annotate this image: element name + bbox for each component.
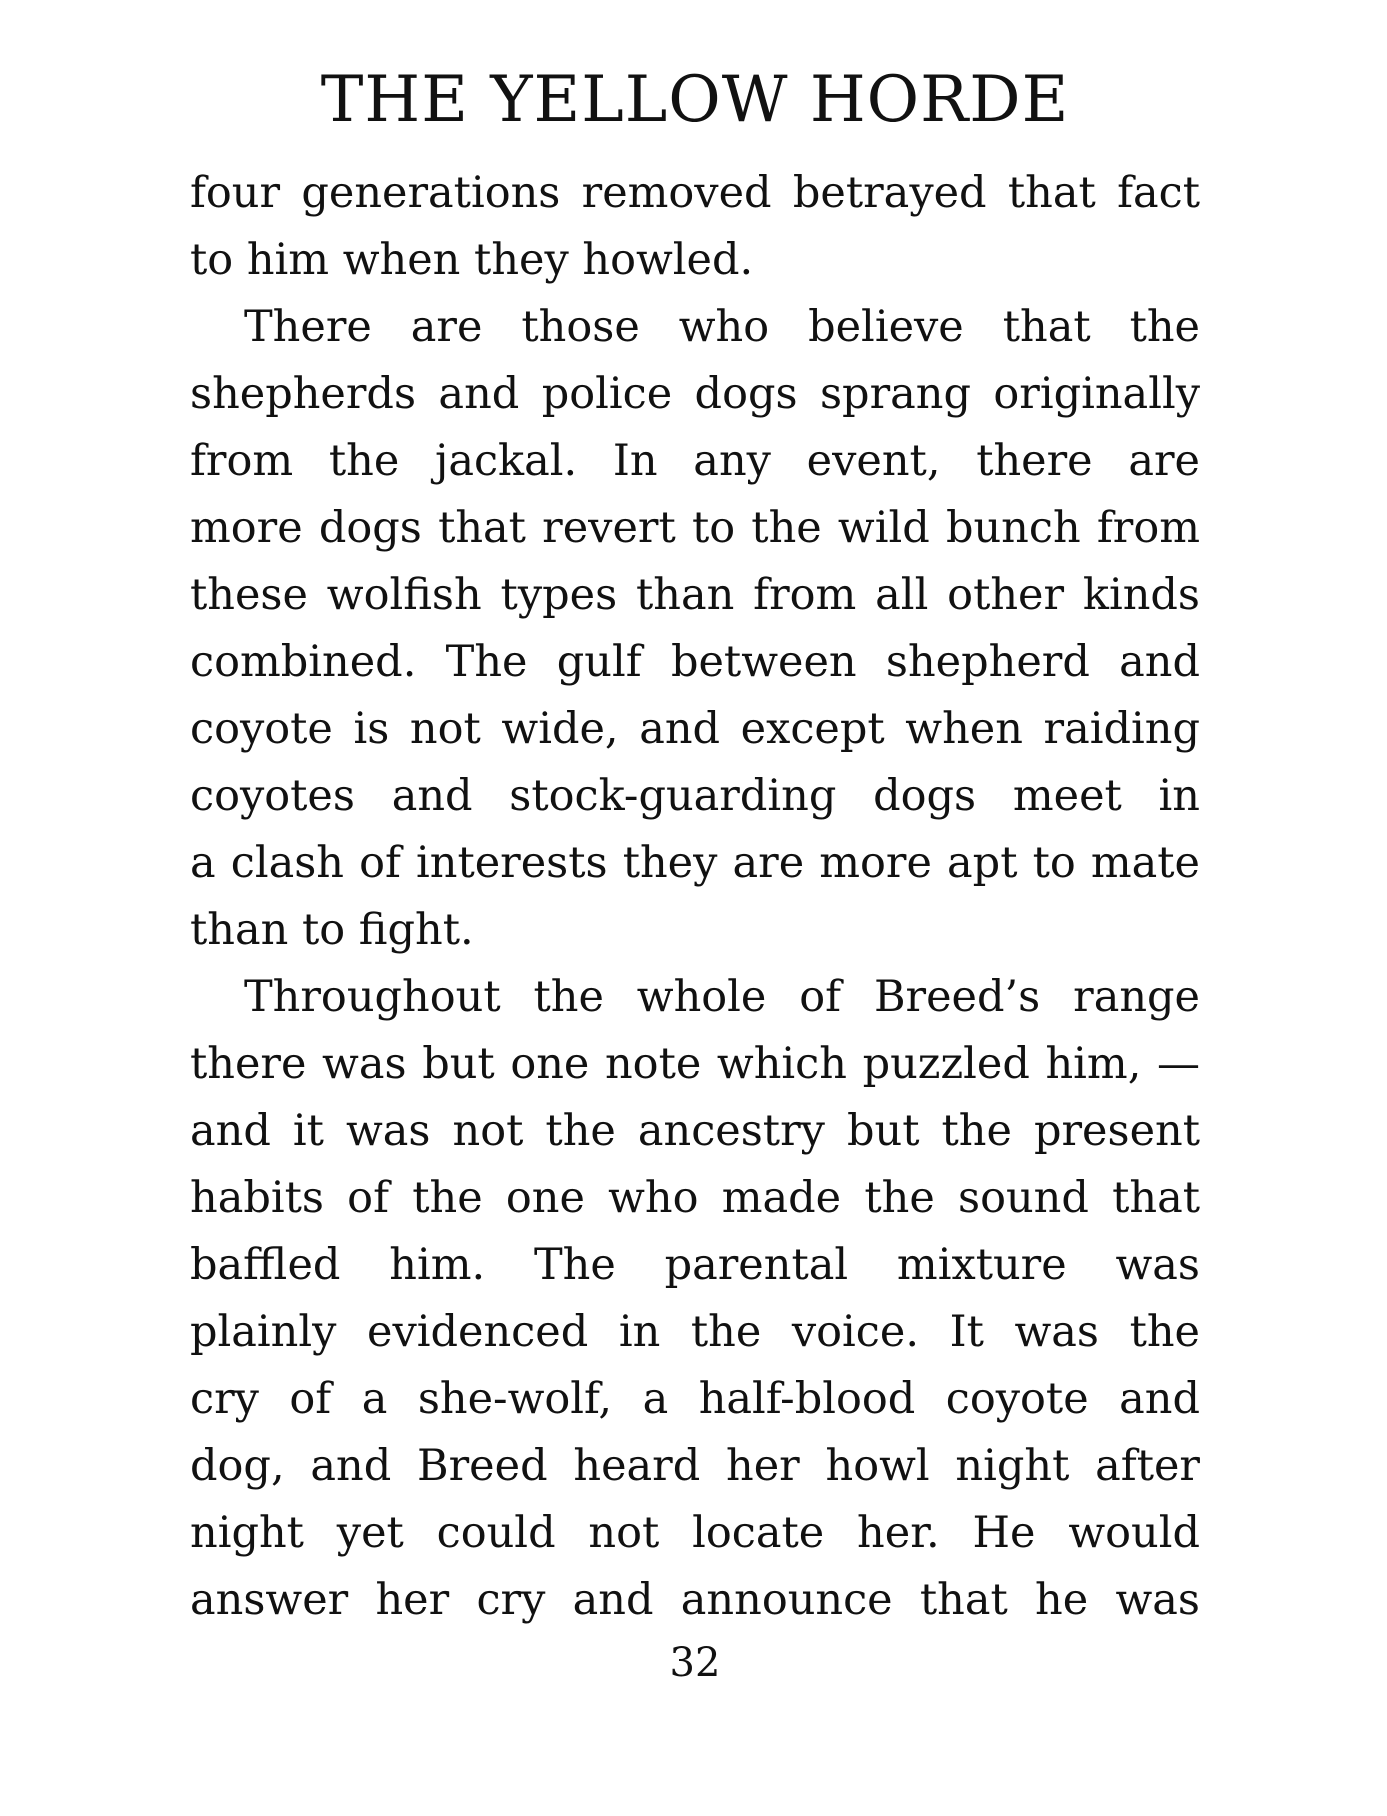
text-line: more dogs that revert to the wild bunch from — [190, 503, 1200, 553]
text-line: there was but one note which puzzled him, — — [190, 1039, 1200, 1089]
running-head: THE YELLOW HORDE — [320, 63, 1070, 137]
text-line: these wolfish types than from all other kinds — [190, 570, 1200, 620]
text-line: to him when they howled. — [190, 235, 754, 285]
body-text — [190, 160, 1200, 1634]
text-line: habits of the one who made the sound that — [190, 1173, 1200, 1223]
text-line: dog, and Breed heard her howl night after — [190, 1441, 1200, 1491]
text-line: Throughout the whole of Breed’s range — [244, 972, 1200, 1022]
text-line: shepherds and police dogs sprang originally — [190, 369, 1200, 419]
text-line: baffled him. The parental mixture was — [190, 1240, 1200, 1290]
text-line: plainly evidenced in the voice. It was the — [190, 1307, 1200, 1357]
text-line: cry of a she-wolf, a half-blood coyote and — [190, 1374, 1200, 1424]
page-number: 32 — [669, 1640, 721, 1686]
text-line: coyotes and stock-guarding dogs meet in — [190, 771, 1200, 821]
text-line: night yet could not locate her. He would — [190, 1508, 1200, 1558]
text-line: There are those who believe that the — [244, 302, 1200, 352]
text-line: and it was not the ancestry but the present — [190, 1106, 1200, 1156]
text-line: than to fight. — [190, 905, 474, 955]
text-line: answer her cry and announce that he was — [190, 1575, 1200, 1625]
text-line: combined. The gulf between shepherd and — [190, 637, 1200, 687]
text-line: four generations removed betrayed that fact — [190, 168, 1200, 218]
text-line: from the jackal. In any event, there are — [190, 436, 1200, 486]
text-line: coyote is not wide, and except when raiding — [190, 704, 1200, 754]
text-line: a clash of interests they are more apt to mate — [190, 838, 1200, 888]
